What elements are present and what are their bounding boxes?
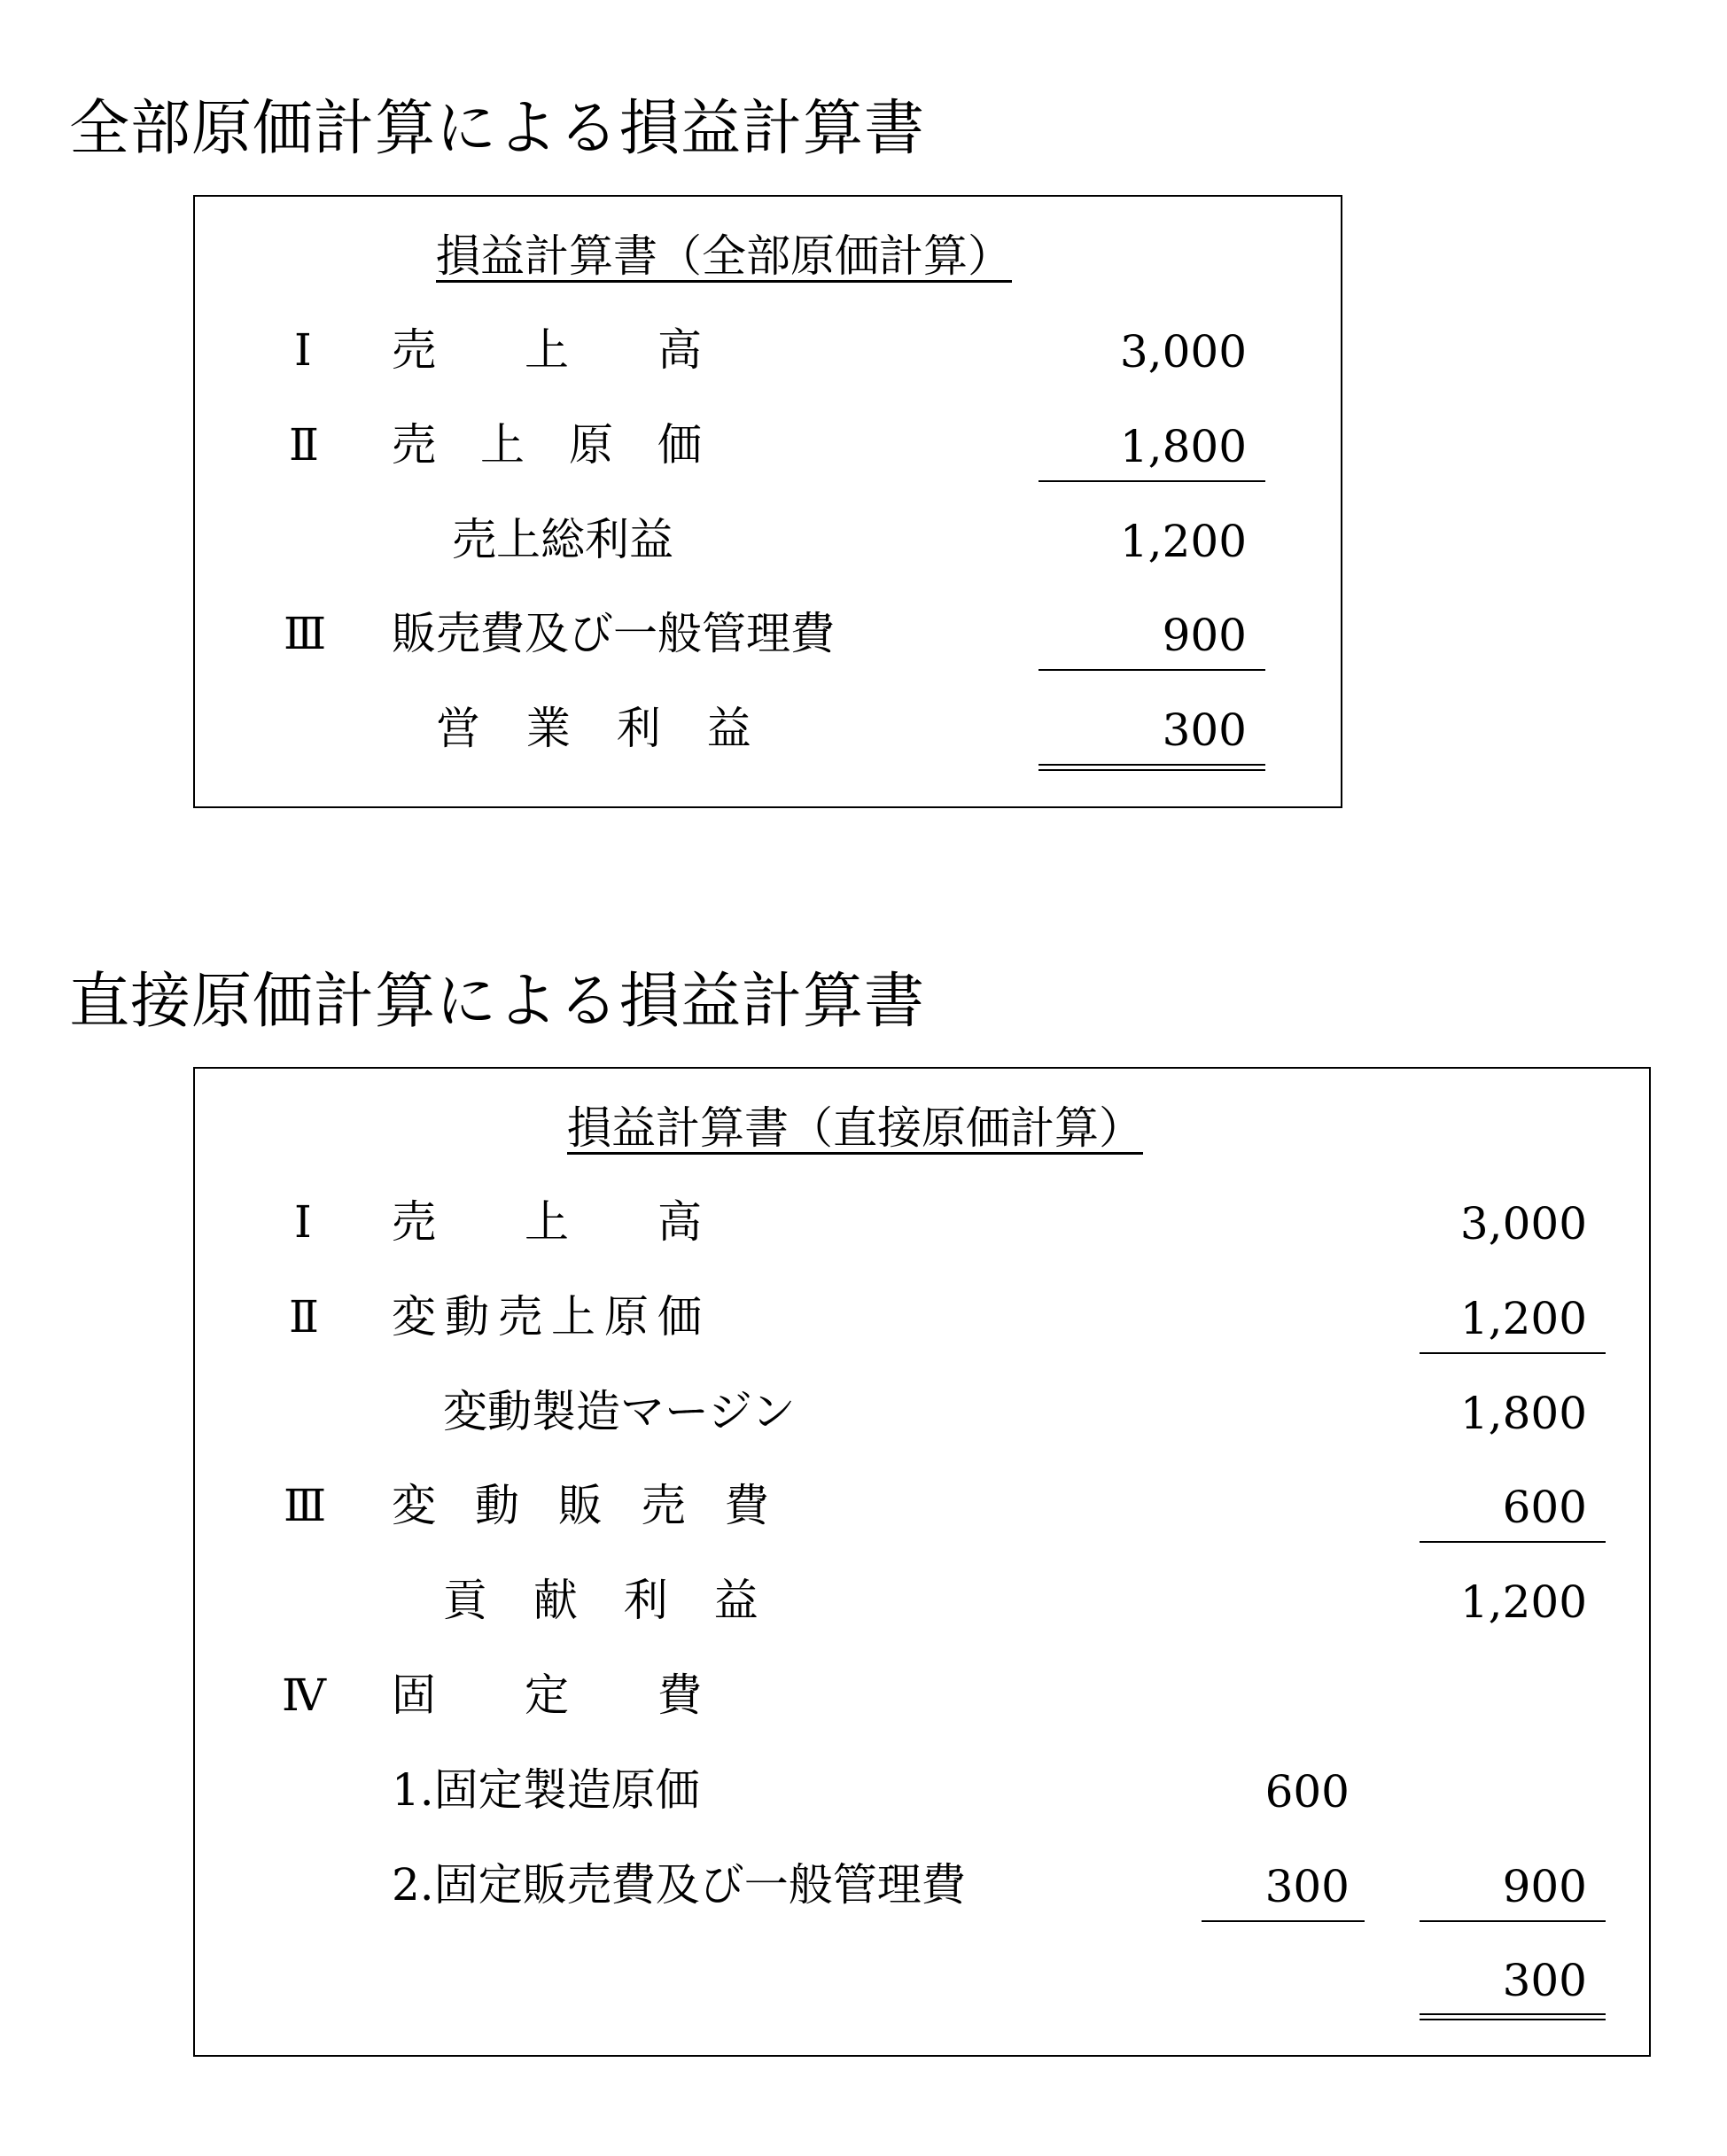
direct-statement-title: 損益計算書（直接原価計算）	[567, 1102, 1143, 1154]
absorption-roman-2: Ⅱ	[289, 419, 319, 471]
absorption-amount-sga: 900	[1162, 610, 1247, 661]
direct-amount-contribution-margin: 1,200	[1459, 1576, 1587, 1628]
absorption-double-rule	[1039, 764, 1265, 771]
absorption-label-sga: 販売費及び一般管理費	[392, 608, 835, 659]
direct-label-contribution-margin: 貢 献 利 益	[443, 1575, 774, 1626]
direct-rule-2	[1420, 1541, 1606, 1543]
absorption-amount-sales: 3,000	[1119, 326, 1247, 377]
absorption-amount-gross-profit: 1,200	[1119, 516, 1247, 567]
direct-label-variable-margin: 変動製造マージン	[443, 1386, 796, 1437]
absorption-label-gross-profit: 売上総利益	[452, 514, 673, 565]
direct-label-fixed-sga: 2.固定販売費及び一般管理費	[392, 1859, 966, 1911]
direct-amount-variable-cogs: 1,200	[1459, 1293, 1587, 1344]
absorption-roman-3: Ⅲ	[284, 608, 327, 659]
direct-rule-sub	[1202, 1920, 1365, 1922]
absorption-label-cogs: 売 上 原 価	[392, 419, 702, 471]
direct-roman-3: Ⅲ	[284, 1480, 327, 1531]
absorption-statement-title: 損益計算書（全部原価計算）	[436, 230, 1012, 282]
direct-roman-4: Ⅳ	[282, 1670, 326, 1721]
direct-amount-fixed-total: 900	[1502, 1861, 1587, 1912]
direct-subamount-fixed-sga: 300	[1264, 1861, 1350, 1912]
direct-rule-1	[1420, 1352, 1606, 1354]
direct-label-variable-cogs: 変動売上原価	[392, 1291, 711, 1343]
direct-amount-operating-income: 300	[1502, 1955, 1587, 2006]
direct-amount-variable-selling: 600	[1502, 1482, 1587, 1533]
absorption-amount-cogs: 1,800	[1119, 421, 1247, 472]
absorption-statement-box	[193, 195, 1342, 808]
direct-roman-2: Ⅱ	[289, 1291, 319, 1343]
absorption-amount-operating-income: 300	[1162, 704, 1247, 756]
absorption-label-sales: 売 上 高	[392, 324, 702, 376]
direct-heading: 直接原価計算による損益計算書	[69, 967, 926, 1037]
direct-label-sales: 売 上 高	[392, 1196, 702, 1248]
absorption-roman-1: Ⅰ	[294, 324, 312, 376]
direct-amount-sales: 3,000	[1459, 1198, 1587, 1249]
direct-amount-variable-margin: 1,800	[1459, 1388, 1587, 1439]
absorption-rule-1	[1039, 480, 1265, 482]
direct-label-fixed-manufacturing: 1.固定製造原価	[392, 1764, 700, 1816]
direct-label-fixed-costs: 固 定 費	[392, 1670, 702, 1721]
absorption-rule-2	[1039, 669, 1265, 671]
direct-label-variable-selling: 変 動 販 売 費	[392, 1480, 782, 1531]
direct-roman-1: Ⅰ	[294, 1196, 312, 1248]
direct-subamount-fixed-manufacturing: 600	[1264, 1766, 1350, 1817]
direct-double-rule	[1420, 2013, 1606, 2020]
absorption-heading: 全部原価計算による損益計算書	[69, 94, 926, 164]
direct-statement-box	[193, 1067, 1651, 2057]
absorption-label-operating-income: 営 業 利 益	[436, 703, 767, 754]
direct-rule-3	[1420, 1920, 1606, 1922]
